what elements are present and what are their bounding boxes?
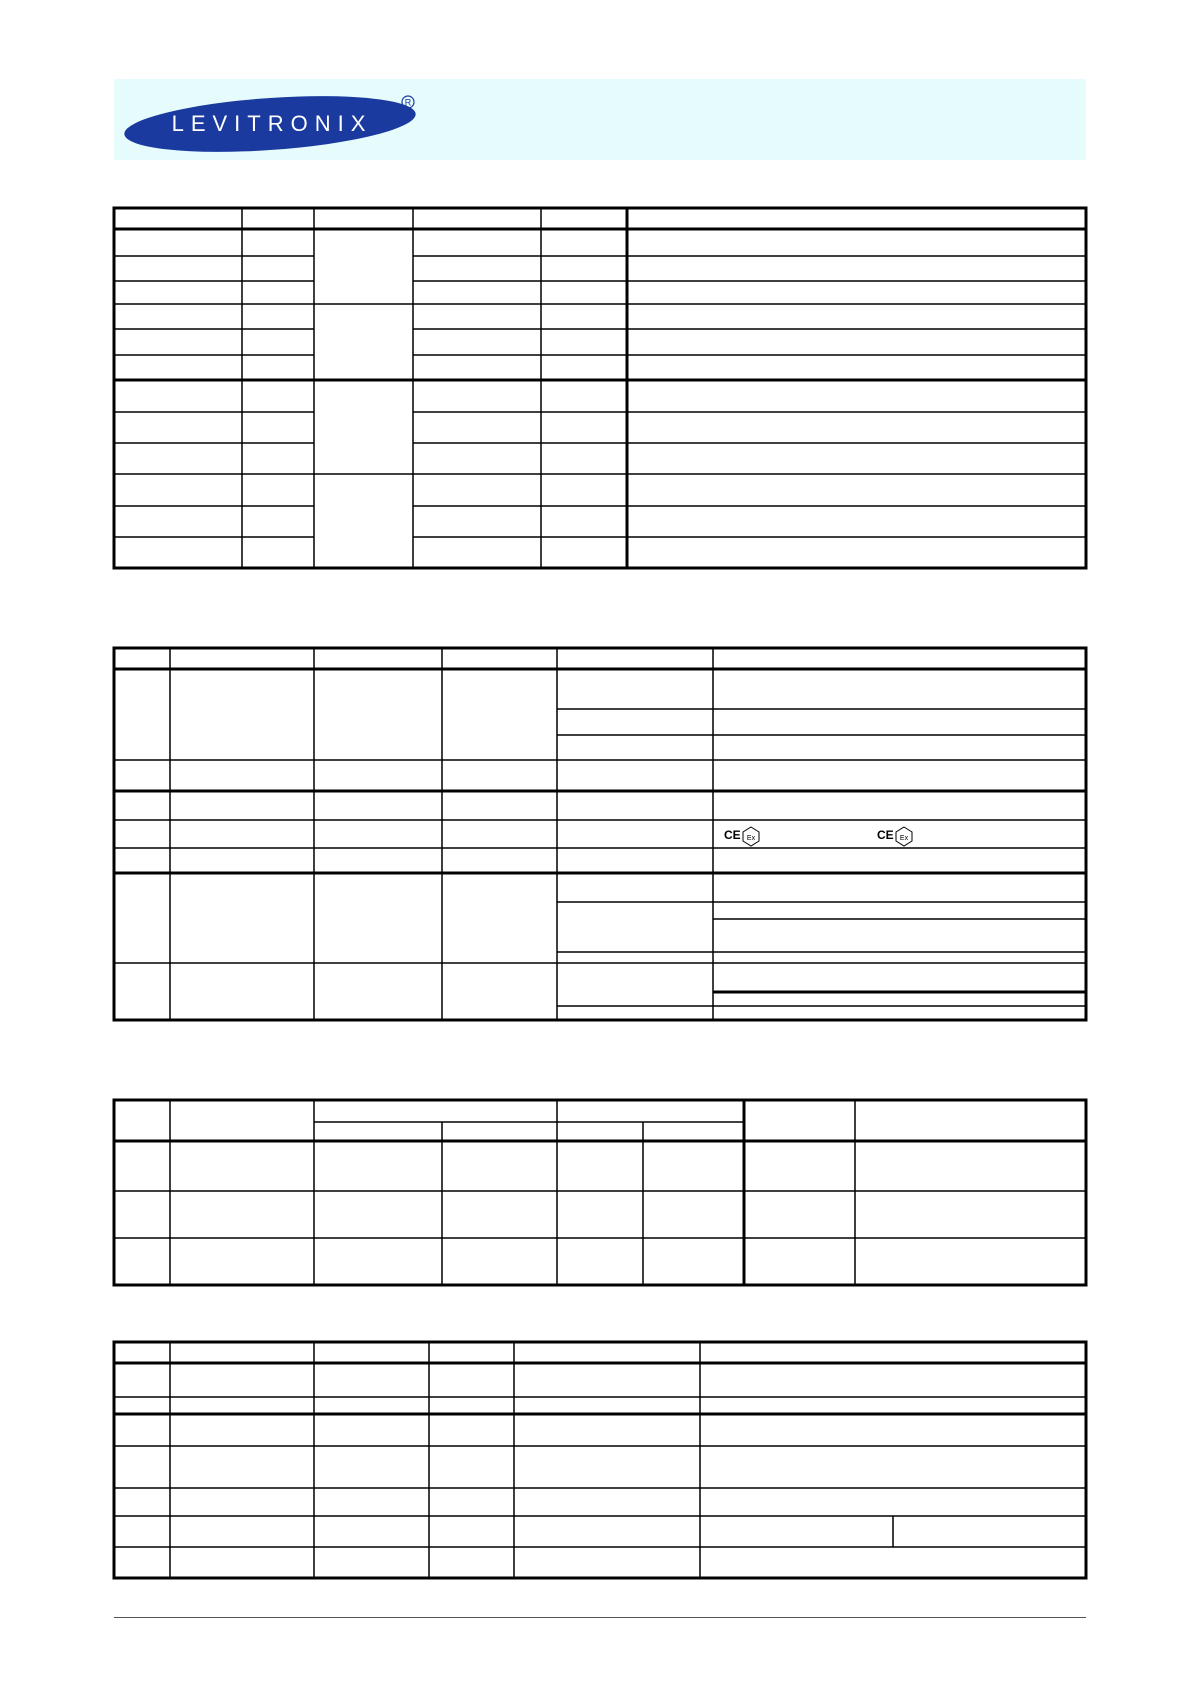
table-3-frame <box>114 1100 1086 1285</box>
table-4 <box>114 1342 1086 1578</box>
ex-mark: Ex <box>746 835 756 842</box>
table-1-frame <box>114 208 1086 568</box>
table-1 <box>114 208 1086 568</box>
footer-rule <box>114 1617 1086 1618</box>
ce-mark: CE <box>724 828 741 842</box>
registered-mark: R <box>404 97 412 108</box>
table-2 <box>114 648 1086 1020</box>
ex-icon <box>743 827 759 846</box>
logo-text: LEVITRONIX <box>171 111 373 136</box>
table-3 <box>114 1100 1086 1285</box>
ex-icon <box>896 827 912 846</box>
ce-mark: CE <box>877 828 894 842</box>
table-4-frame <box>114 1342 1086 1578</box>
ex-mark: Ex <box>899 835 909 842</box>
table-2-frame <box>114 648 1086 1020</box>
certification-marks <box>724 827 912 846</box>
